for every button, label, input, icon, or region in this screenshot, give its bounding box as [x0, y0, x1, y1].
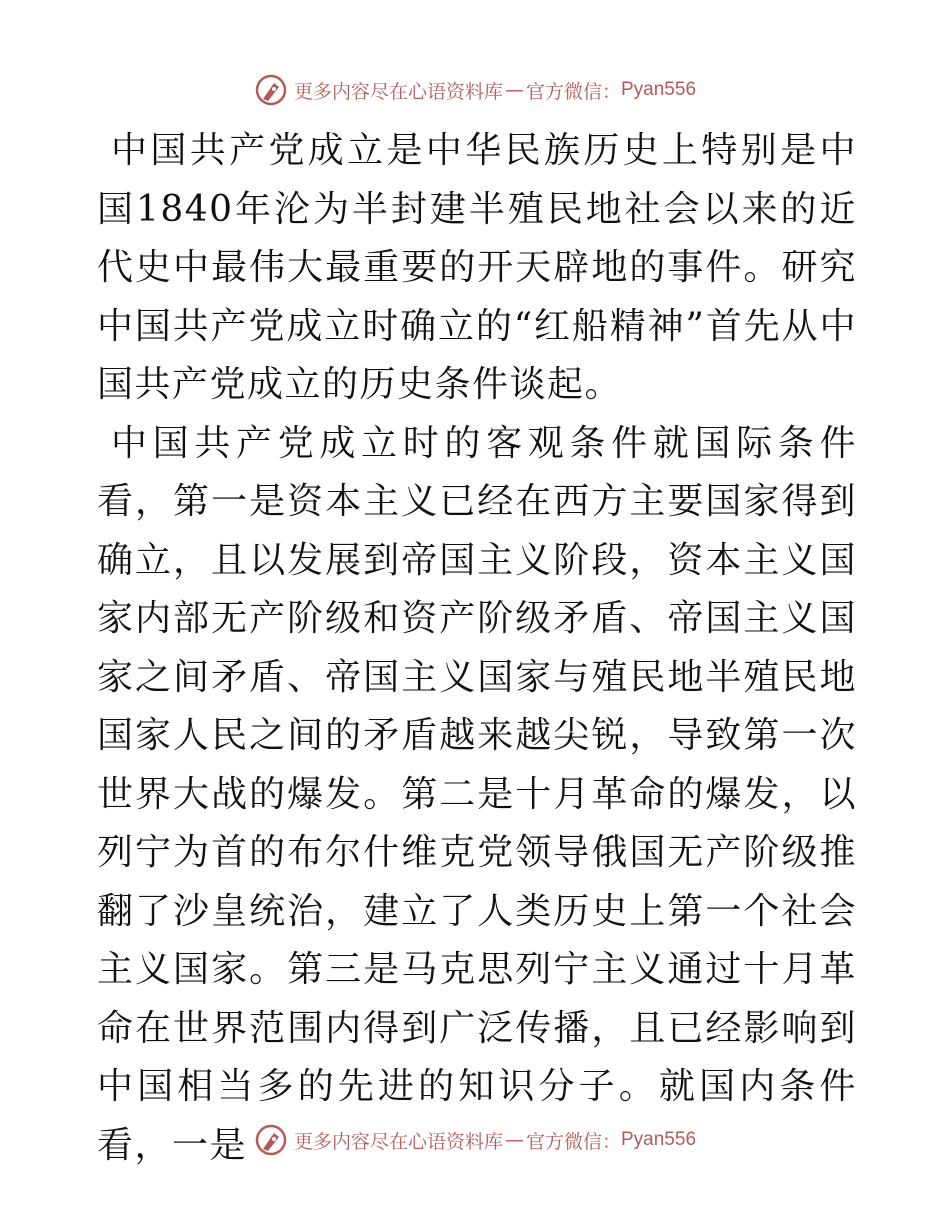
banner-account: Pyan556	[621, 1129, 697, 1150]
banner-account: Pyan556	[621, 79, 697, 100]
paragraph-1: 中国共产党成立是中华民族历史上特别是中国1840年沦为半封建半殖民地社会以来的近代史中最伟大最重要的开天辟地的事件。研究中国共产党成立时确立的“红船精神”首先从中国共产党成立的历史条件谈起。	[97, 130, 857, 405]
footer-watermark-banner	[0, 1120, 950, 1160]
banner-separator: —	[504, 1129, 524, 1151]
paragraph-2: 中国共产党成立时的客观条件就国际条件看，第一是资本主义已经在西方主要国家得到确立，且以发展到帝国主义阶段，资本主义国家内部无产阶级和资产阶级矛盾、帝国主义国家之间矛盾、帝国主义国家与殖民地半殖民地国家人民之间的矛盾越来越尖锐，导致第一次世界大战的爆发。第二是十月革命的爆发，以列宁为首的布尔什维克党领导俄国无产阶级推翻了沙皇统治，建立了人类历史上第一个社会主义国家。第三是马克思列宁主义通过十月革命在世界范围内得到广泛传播，且已经影响到中国相当多的先进的知识分子。就国内条件看，一是	[97, 422, 857, 1166]
banner-promo-text: 更多内容尽在心语资料库	[293, 1130, 503, 1153]
banner-promo-text: 更多内容尽在心语资料库	[293, 80, 503, 103]
pen-logo-icon	[254, 73, 288, 107]
document-body	[97, 122, 857, 1175]
banner-contact-label: 官方微信：	[525, 80, 621, 103]
header-watermark-banner	[0, 70, 950, 110]
banner-separator: —	[504, 79, 524, 101]
banner-contact-label: 官方微信：	[525, 1130, 621, 1153]
pen-logo-icon	[254, 1123, 288, 1157]
